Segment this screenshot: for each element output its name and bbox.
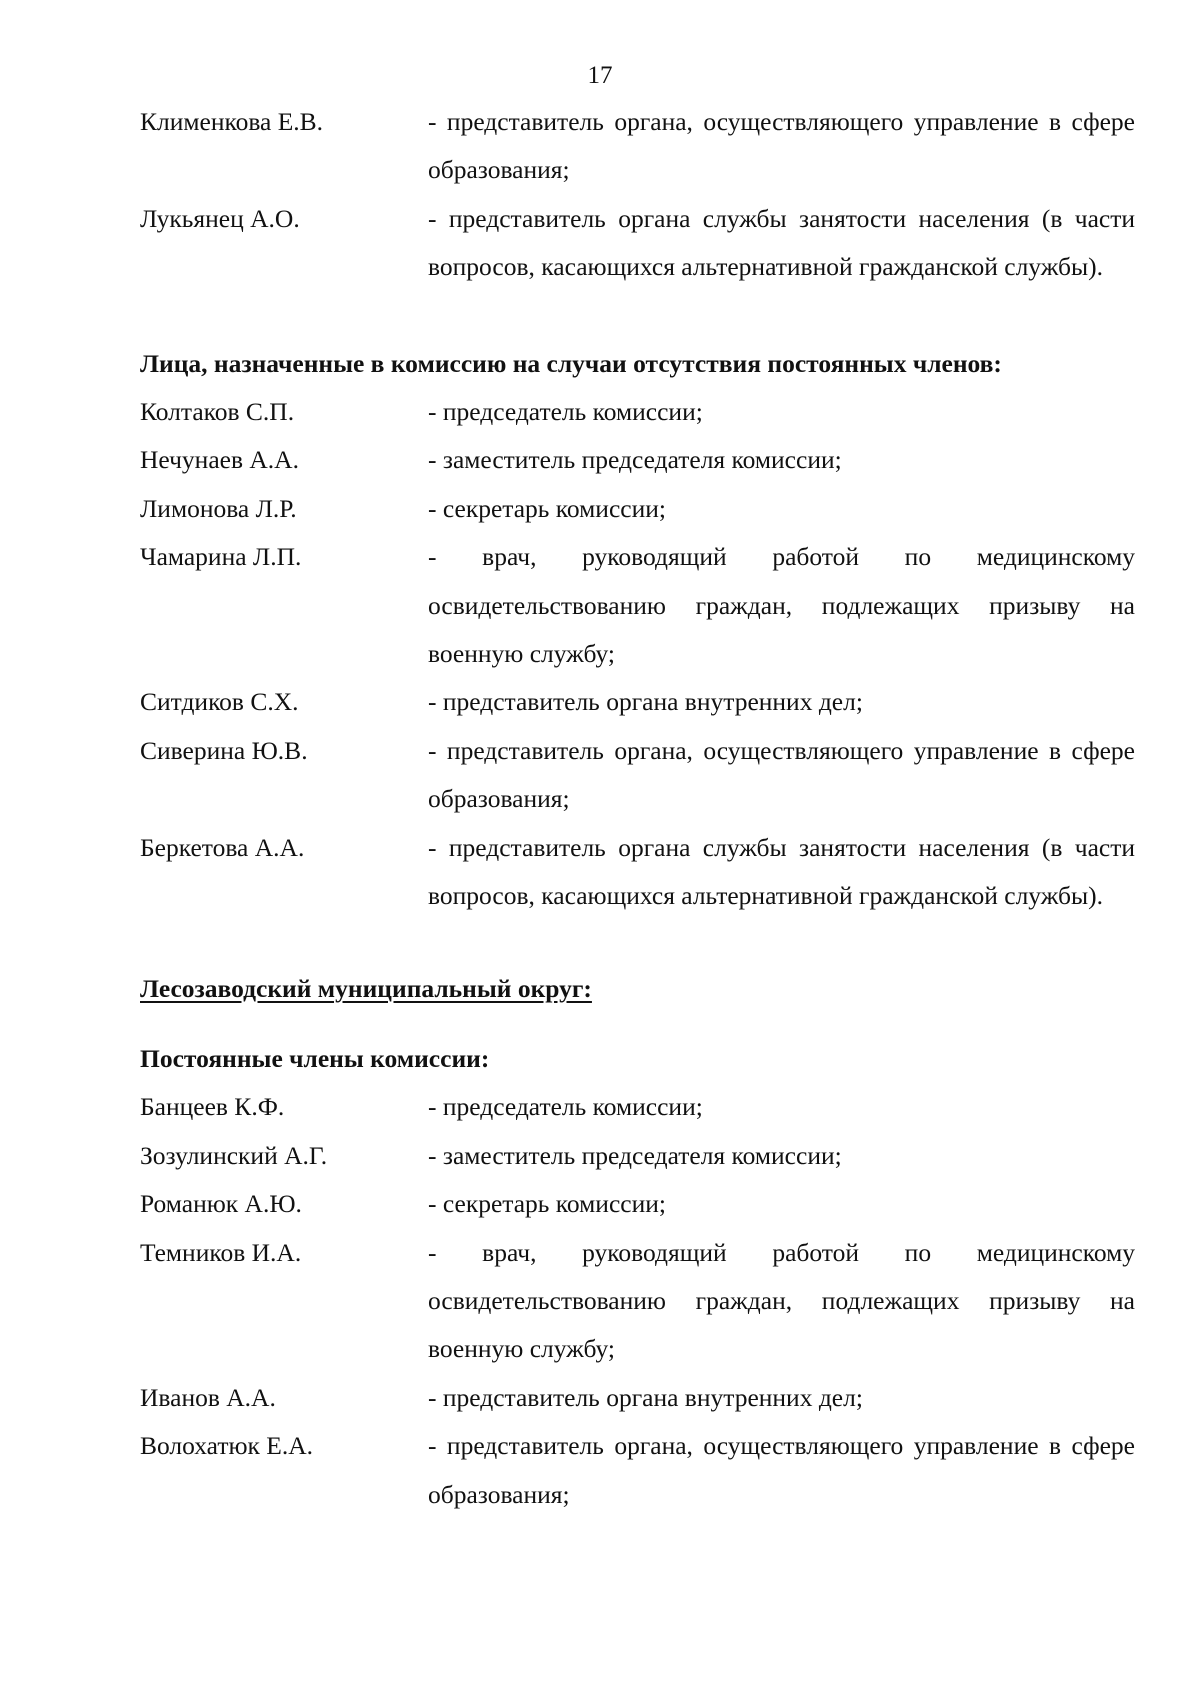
- member-row: [140, 1229, 1135, 1374]
- continued-members-list: [140, 98, 1135, 292]
- member-role: - представитель органа, осуществляющего управление в сфере образования;: [428, 1431, 1135, 1509]
- member-role: - представитель органа службы занятости населения (в части вопросов, касающихся альтернативной гражданской службы).: [428, 203, 1135, 282]
- member-role: - заместитель председателя комиссии;: [428, 445, 842, 475]
- member-row: [140, 727, 1135, 824]
- member-row: [140, 195, 1135, 292]
- member-row: [140, 388, 1135, 436]
- member-name: Ситдиков С.Х.: [140, 687, 299, 717]
- member-name: Клименкова Е.В.: [140, 107, 324, 136]
- member-role: - представитель органа службы занятости населения (в части вопросов, касающихся альтернативной гражданской службы).: [428, 832, 1135, 911]
- member-row: [140, 1374, 1135, 1422]
- member-name: Иванов А.А.: [140, 1382, 276, 1412]
- member-name: Лукьянец А.О.: [140, 203, 300, 233]
- member-row: [140, 1083, 1135, 1131]
- member-role: - представитель органа, осуществляющего управление в сфере образования;: [428, 107, 1135, 185]
- member-row: [140, 1180, 1135, 1228]
- member-name: Беркетова А.А.: [140, 832, 305, 862]
- member-row: [140, 533, 1135, 678]
- member-row: [140, 1422, 1135, 1519]
- page-number: 17: [587, 62, 613, 89]
- substitutes-heading: Лица, назначенные в комиссию на случаи отсутствия постоянных членов:: [140, 348, 1002, 378]
- member-role: - секретарь комиссии;: [428, 493, 666, 523]
- member-name: Темников И.А.: [140, 1237, 302, 1267]
- member-role: - врач, руководящий работой по медицинскому освидетельствованию граждан, подлежащих призыву на военную службу;: [428, 1237, 1135, 1364]
- member-role: - председатель комиссии;: [428, 1092, 703, 1122]
- member-role: - заместитель председателя комиссии;: [428, 1140, 842, 1170]
- member-row: [140, 485, 1135, 533]
- member-row: [140, 436, 1135, 484]
- member-role: - секретарь комиссии;: [428, 1189, 666, 1219]
- document-body: [140, 98, 1135, 1519]
- member-name: Волохатюк Е.А.: [140, 1431, 314, 1461]
- member-name: Чамарина Л.П.: [140, 542, 302, 572]
- substitutes-list: [140, 388, 1135, 920]
- member-name: Лимонова Л.Р.: [140, 493, 297, 523]
- district-title: Лесозаводский муниципальный округ:: [140, 973, 592, 1003]
- member-role: - председатель комиссии;: [428, 397, 703, 427]
- member-name: Романюк А.Ю.: [140, 1189, 302, 1219]
- member-name: Колтаков С.П.: [140, 397, 295, 427]
- member-row: [140, 98, 1135, 195]
- permanent-members-heading: Постоянные члены комиссии:: [140, 1043, 490, 1073]
- member-role: - представитель органа внутренних дел;: [428, 687, 863, 717]
- member-row: [140, 678, 1135, 726]
- member-row: [140, 824, 1135, 921]
- member-role: - представитель органа внутренних дел;: [428, 1382, 863, 1412]
- member-name: Банцеев К.Ф.: [140, 1092, 285, 1122]
- permanent-members-list: [140, 1083, 1135, 1519]
- member-role: - представитель органа, осуществляющего управление в сфере образования;: [428, 735, 1135, 814]
- member-name: Сиверина Ю.В.: [140, 735, 308, 765]
- member-name: Нечунаев А.А.: [140, 445, 299, 475]
- member-role: - врач, руководящий работой по медицинскому освидетельствованию граждан, подлежащих призыву на военную службу;: [428, 542, 1135, 669]
- member-name: Зозулинский А.Г.: [140, 1140, 328, 1170]
- member-row: [140, 1132, 1135, 1180]
